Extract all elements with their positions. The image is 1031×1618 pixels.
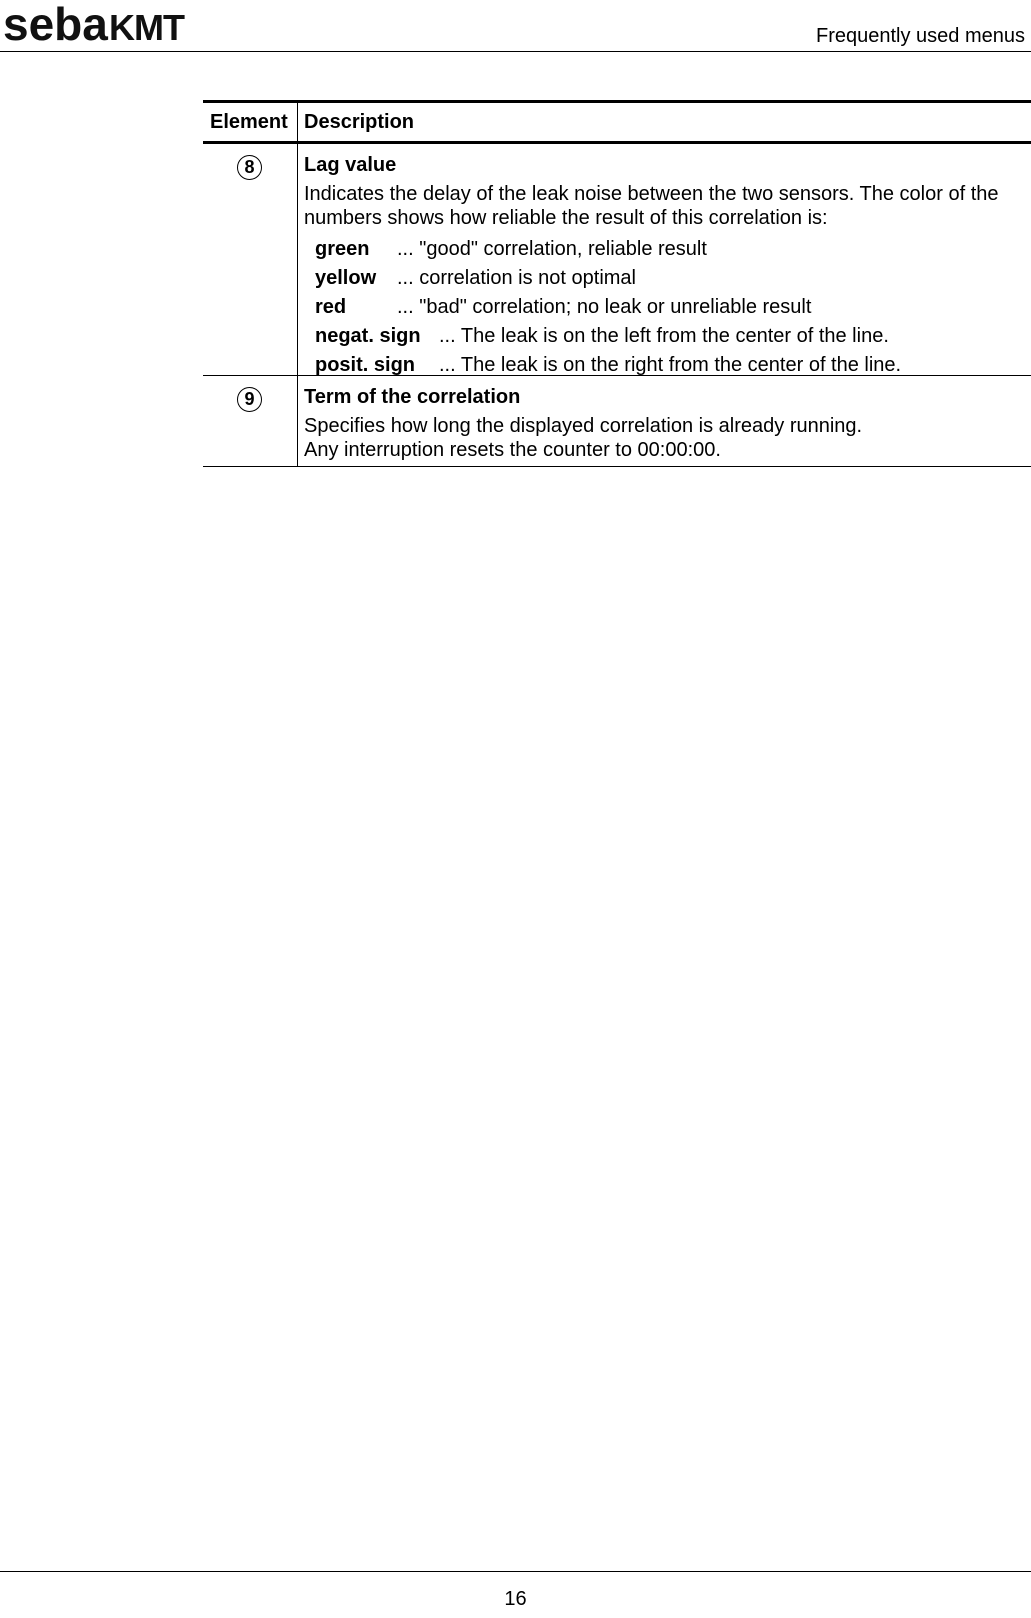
legend-value: ... The leak is on the left from the center of the line. xyxy=(439,325,889,347)
row-title: Lag value xyxy=(304,154,397,176)
element-description-table xyxy=(203,100,1031,467)
element-number-badge: 8 xyxy=(237,155,262,180)
legend-key: green xyxy=(315,238,370,260)
legend-key: negat. sign xyxy=(315,325,421,347)
table-row xyxy=(203,376,1031,467)
row-title: Term of the correlation xyxy=(304,386,521,408)
table-row xyxy=(203,144,1031,376)
legend-value: ... correlation is not optimal xyxy=(397,267,636,289)
legend-key: posit. sign xyxy=(315,354,415,376)
element-number-badge: 9 xyxy=(237,387,262,412)
column-header-description: Description xyxy=(304,111,415,133)
page-number: 16 xyxy=(504,1588,527,1610)
legend-key: yellow xyxy=(315,267,377,289)
legend-item xyxy=(315,264,1031,293)
legend-item xyxy=(315,322,1031,351)
header-divider xyxy=(0,51,1031,52)
legend-value: ... "good" correlation, reliable result xyxy=(397,238,707,260)
row-description-line: Any interruption resets the counter to 00:00:00. xyxy=(304,439,721,461)
svg-text:seba: seba xyxy=(3,2,108,48)
legend-item xyxy=(315,293,1031,322)
footer-divider xyxy=(0,1571,1031,1572)
legend-value: ... The leak is on the right from the center of the line. xyxy=(439,354,902,376)
svg-text:KMT: KMT xyxy=(109,7,184,48)
legend-value: ... "bad" correlation; no leak or unreliable result xyxy=(397,296,812,318)
sebakmt-logo xyxy=(3,2,225,48)
header-title: Frequently used menus xyxy=(815,25,1025,47)
row-description-line: Specifies how long the displayed correlation is already running. xyxy=(304,415,863,437)
table-header-row xyxy=(203,100,1031,144)
column-header-element: Element xyxy=(203,103,298,141)
legend-item xyxy=(315,235,1031,264)
legend-key: red xyxy=(315,296,347,318)
color-legend xyxy=(315,235,1031,380)
row-description: Indicates the delay of the leak noise between the two sensors. The color of the numbers shows how reliable the result of this correlation is: xyxy=(304,183,999,229)
